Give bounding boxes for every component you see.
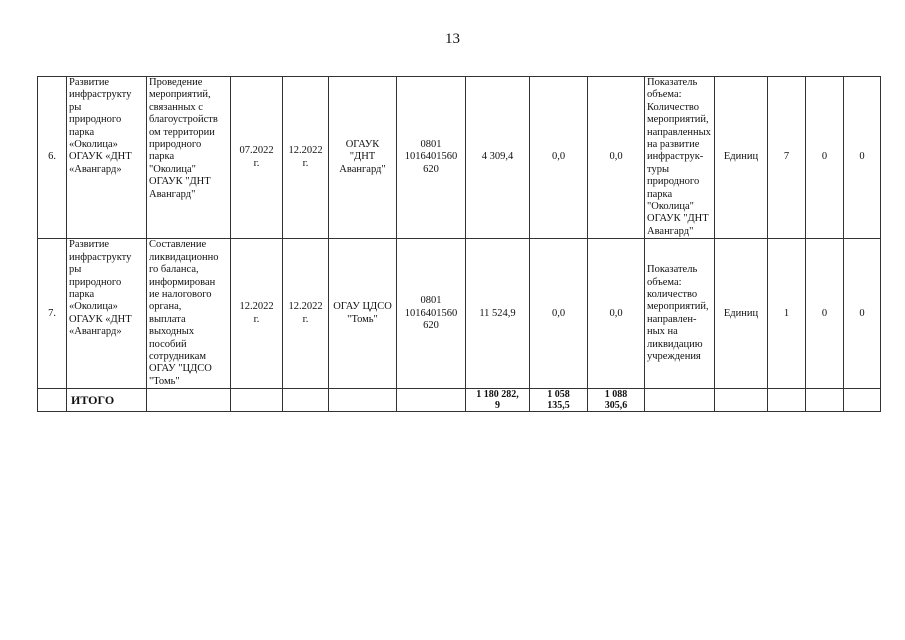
amount-year-2: 0,0 [530, 239, 588, 389]
executor: ОГАУК "ДНТ Авангард" [329, 77, 397, 239]
empty-cell [38, 389, 67, 412]
amount-year-1: 4 309,4 [466, 77, 530, 239]
unit: Единиц [715, 77, 768, 239]
indicator-value-2: 0 [806, 77, 844, 239]
empty-cell [806, 389, 844, 412]
indicator-value-1: 7 [768, 77, 806, 239]
total-amount-1: 1 180 282, 9 [466, 389, 530, 412]
empty-cell [231, 389, 283, 412]
total-row [38, 389, 881, 412]
executor: ОГАУ ЦДСО "Томь" [329, 239, 397, 389]
budget-code: 0801 1016401560 620 [397, 239, 466, 389]
empty-cell [645, 389, 715, 412]
empty-cell [768, 389, 806, 412]
indicator-value-3: 0 [844, 77, 881, 239]
amount-year-2: 0,0 [530, 77, 588, 239]
amount-year-3: 0,0 [588, 77, 645, 239]
empty-cell [715, 389, 768, 412]
row-number: 6. [38, 77, 67, 239]
amount-year-3: 0,0 [588, 239, 645, 389]
empty-cell [147, 389, 231, 412]
start-date: 07.2022 г. [231, 77, 283, 239]
table-row [38, 239, 881, 389]
activity-description: Проведение мероприятий, связанных с благоустройств ом территории природного парка "Околица" ОГАУК "ДНТ Авангард" [147, 77, 231, 239]
activity-description: Составление ликвидационно го баланса, информирован ие налогового органа, выплата выходных пособий сотрудникам ОГАУ "ЦДСО "Томь" [147, 239, 231, 389]
indicator-value-1: 1 [768, 239, 806, 389]
indicator-value-2: 0 [806, 239, 844, 389]
indicator-value-3: 0 [844, 239, 881, 389]
total-amount-3: 1 088 305,6 [588, 389, 645, 412]
empty-cell [283, 389, 329, 412]
indicator: Показатель объема: Количество мероприятий, направленных на развитие инфраструк- туры природного парка "Околица" ОГАУК "ДНТ Авангард" [645, 77, 715, 239]
budget-code: 0801 1016401560 620 [397, 77, 466, 239]
end-date: 12.2022 г. [283, 77, 329, 239]
end-date: 12.2022 г. [283, 239, 329, 389]
total-amount-2: 1 058 135,5 [530, 389, 588, 412]
program-table [37, 76, 881, 412]
page-number: 13 [445, 31, 460, 47]
empty-cell [397, 389, 466, 412]
empty-cell [329, 389, 397, 412]
empty-cell [844, 389, 881, 412]
start-date: 12.2022 г. [231, 239, 283, 389]
amount-year-1: 11 524,9 [466, 239, 530, 389]
unit: Единиц [715, 239, 768, 389]
task-name: Развитие инфраструкту ры природного парка «Околица» ОГАУК «ДНТ «Авангард» [67, 77, 147, 239]
task-name: Развитие инфраструкту ры природного парка «Околица» ОГАУК «ДНТ «Авангард» [67, 239, 147, 389]
row-number: 7. [38, 239, 67, 389]
indicator: Показатель объема: количество мероприятий, направлен- ных на ликвидацию учреждения [645, 239, 715, 389]
table-row [38, 77, 881, 239]
total-label: ИТОГО [67, 389, 147, 412]
